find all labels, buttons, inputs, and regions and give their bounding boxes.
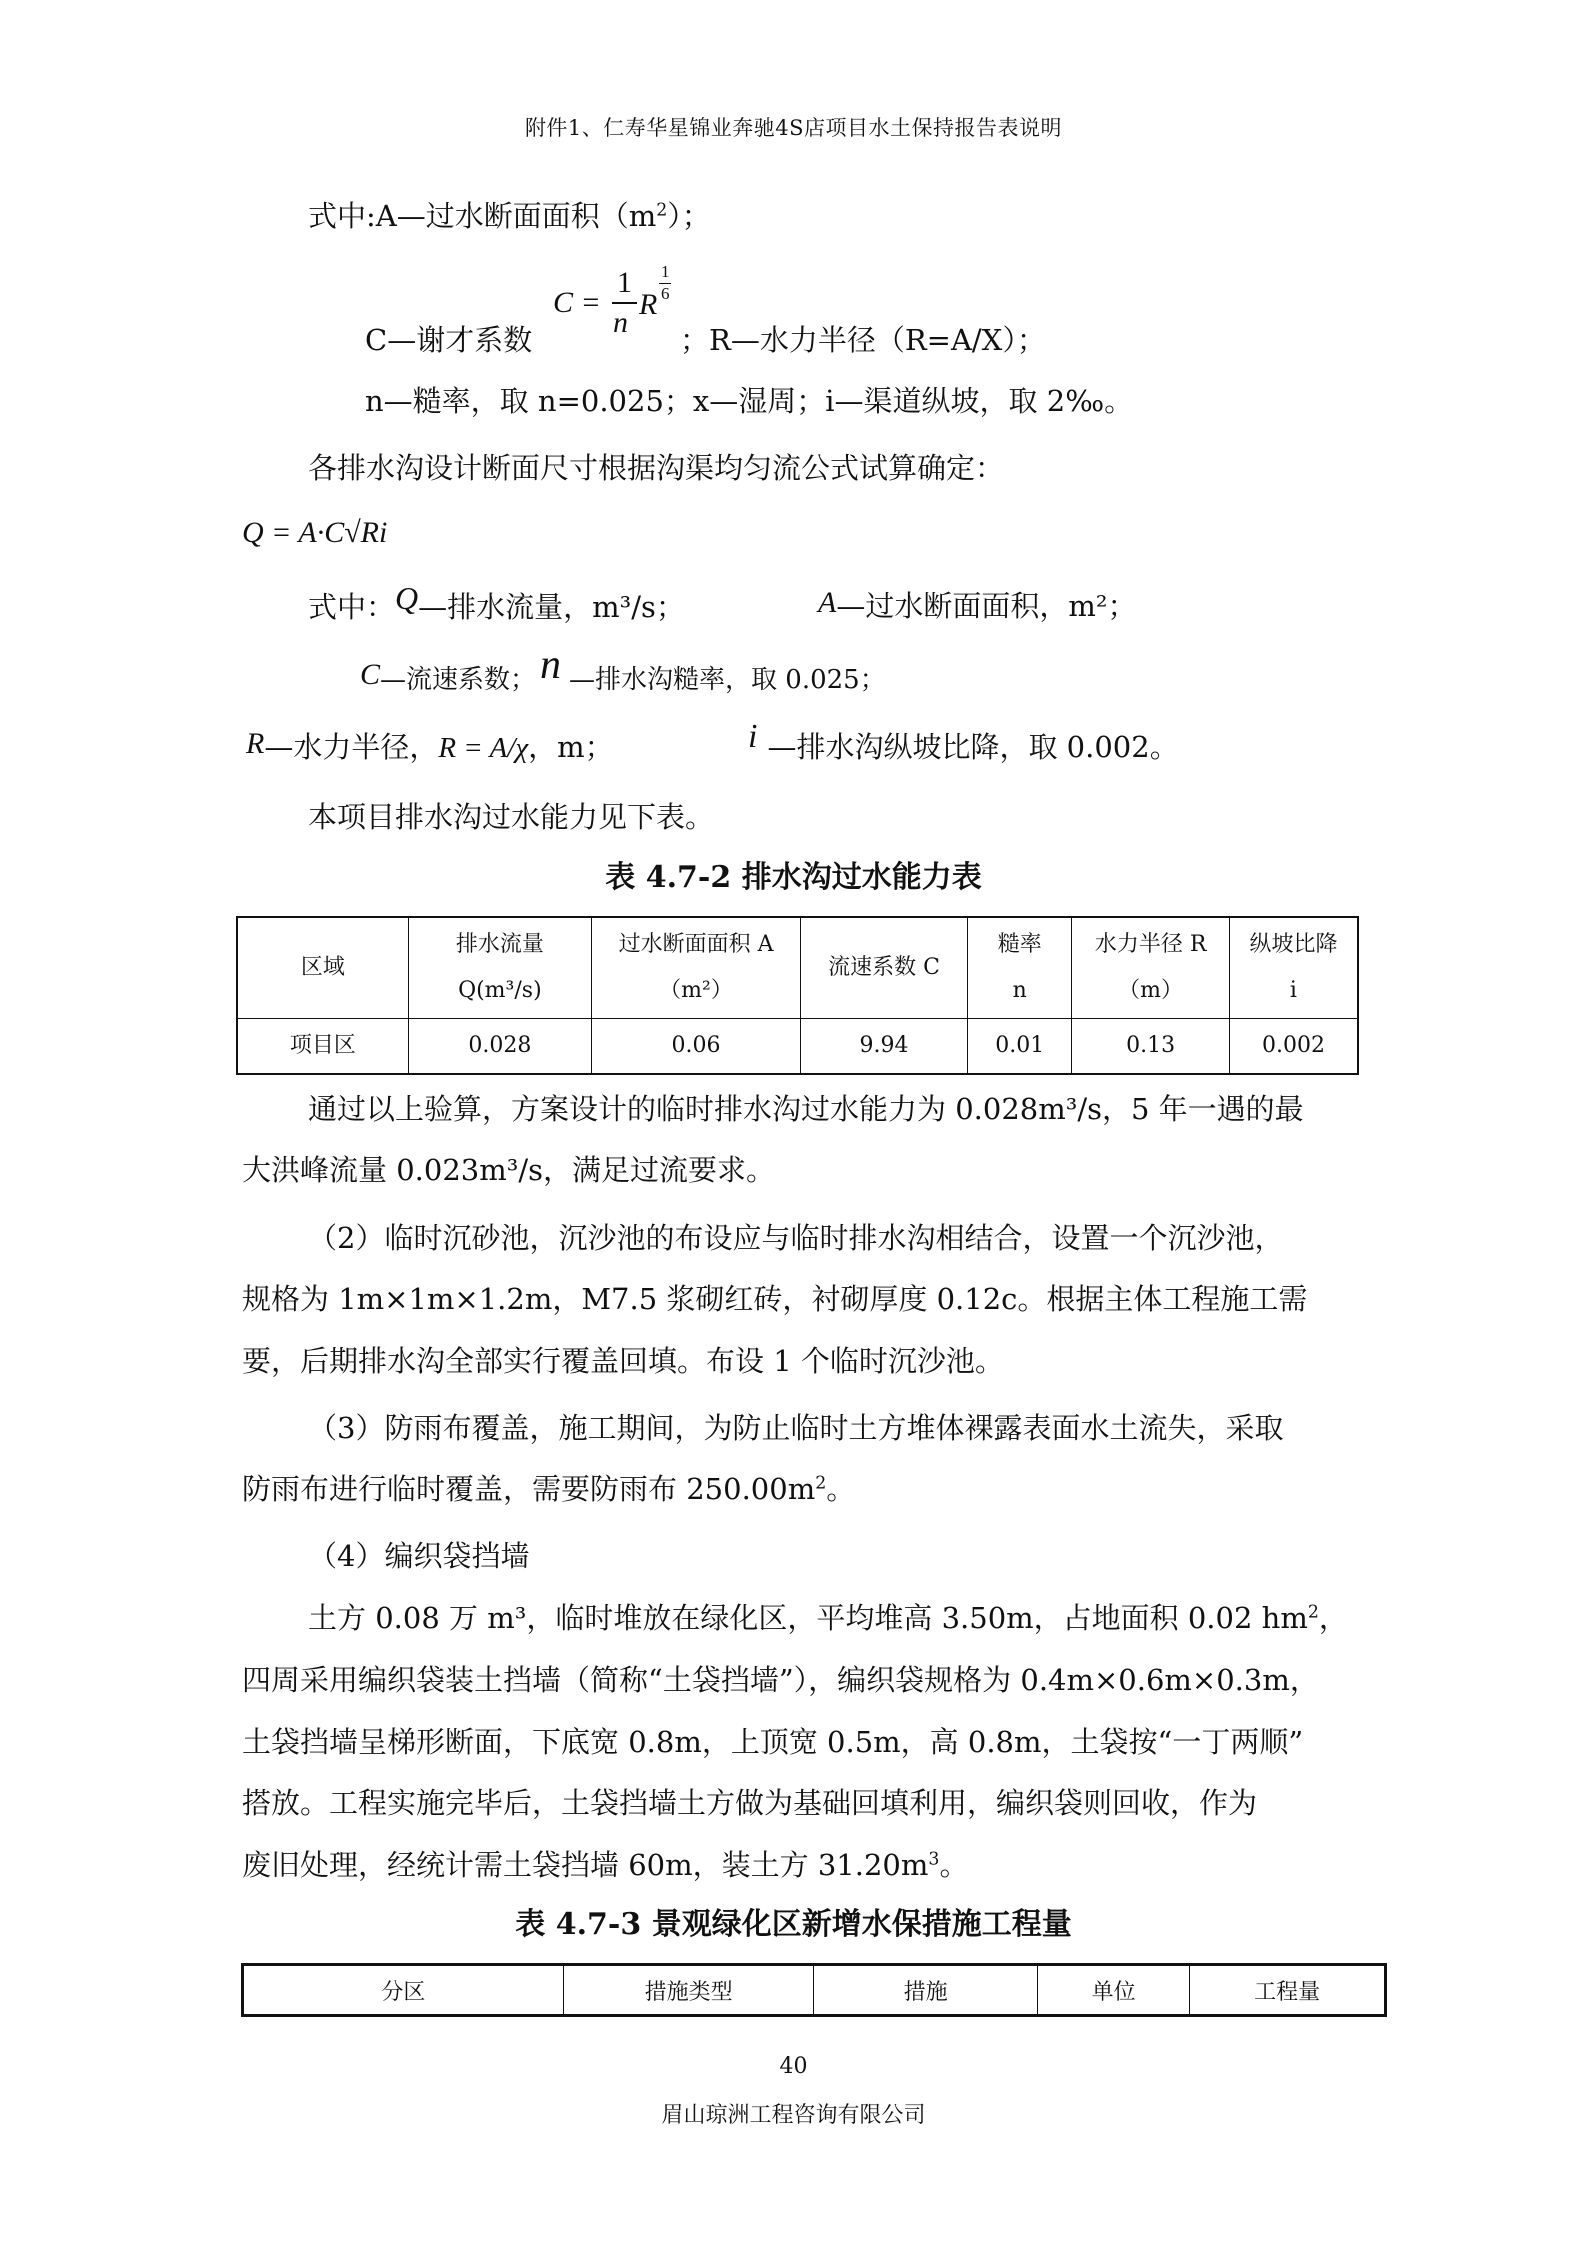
text-fragment: ）； — [667, 199, 711, 233]
symbol-i: i — [748, 718, 758, 755]
text-line — [308, 580, 685, 627]
text-line: 通过以上验算，方案设计的临时排水沟过水能力为 0.028m³/s，5 年一遇的最 — [308, 1092, 1304, 1126]
page-number: 40 — [779, 2054, 808, 2079]
symbol-q: Q — [395, 580, 419, 616]
header-line: 水力半径 R — [1094, 932, 1207, 957]
table-header-row — [243, 1965, 1386, 2016]
text-line — [308, 196, 711, 236]
header-cell — [968, 917, 1072, 1019]
header-line: 排水流量 — [455, 932, 544, 957]
text-line: （2）临时沉砂池，沉沙池的布设应与临时排水沟相结合，设置一个沉沙池， — [308, 1221, 1284, 1255]
text-line: 大洪峰流量 0.023m³/s，满足过流要求。 — [242, 1153, 776, 1187]
header-line: i — [1289, 978, 1297, 1003]
text-line — [242, 1845, 968, 1885]
formula-denominator: n — [613, 306, 628, 339]
text-fragment: 。 — [939, 1848, 969, 1882]
table-cell: 0.002 — [1229, 1019, 1358, 1075]
text-fragment: 废旧处理，经统计需土袋挡墙 60m，装土方 31.20m — [242, 1848, 929, 1882]
text-fragment: —水力半径， — [264, 730, 439, 764]
formula-hydraulic-radius: R = A/χ — [438, 732, 529, 764]
header-cell: 措施类型 — [563, 1965, 814, 2016]
table-row — [237, 1019, 1358, 1075]
text-line: 土袋挡墙呈梯形断面，下底宽 0.8m，上顶宽 0.5m，高 0.8m，土袋按“一丁两顺” — [242, 1725, 1304, 1759]
text-line: 规格为 1m×1m×1.2m，M7.5 浆砌红砖，衬砌厚度 0.12c。根据主体工程施工需 — [242, 1282, 1308, 1316]
drainage-capacity-table — [236, 916, 1359, 1075]
text-line: n—糙率，取 n=0.025；x—湿周；i—渠道纵坡，取 2‰。 — [365, 384, 1134, 418]
text-fragment: —流速系数； — [380, 665, 537, 695]
page-footer: 眉山琼洲工程咨询有限公司 — [661, 2103, 926, 2128]
table-cell: 0.028 — [408, 1019, 591, 1075]
text-fragment: ， — [1318, 1601, 1348, 1635]
landscape-measures-table — [241, 1963, 1387, 2017]
table-cell: 0.01 — [968, 1019, 1072, 1075]
header-line: 过水断面面积 A — [618, 932, 774, 957]
header-line: 流速系数 C — [828, 955, 940, 980]
table-caption: 表 4.7-3 景观绿化区新增水保措施工程量 — [515, 1907, 1072, 1942]
header-cell: 工程量 — [1190, 1965, 1386, 2016]
header-line: 区域 — [300, 955, 345, 980]
table-cell: 0.13 — [1072, 1019, 1230, 1075]
header-line: 纵坡比降 — [1249, 932, 1338, 957]
text-line — [680, 320, 1046, 360]
text-fragment: 土方 0.08 万 m³，临时堆放在绿化区，平均堆高 3.50m，占地面积 0.02 hm — [308, 1601, 1308, 1635]
header-line: （m²） — [659, 978, 733, 1003]
text-line: 搭放。工程实施完毕后，土袋挡墙土方做为基础回填利用，编织袋则回收，作为 — [242, 1786, 1258, 1820]
text-line: 各排水沟设计断面尺寸根据沟渠均匀流公式试算确定： — [308, 451, 1005, 485]
text-fragment: ；R—水力半径（R=A/X）； — [680, 323, 1046, 357]
header-cell — [237, 917, 408, 1019]
formula-lhs: C = — [553, 286, 601, 319]
header-line: n — [1012, 978, 1027, 1003]
symbol-n: n — [540, 642, 562, 688]
superscript: 2 — [1307, 1602, 1319, 1623]
symbol-a: A — [818, 586, 837, 619]
text-line — [748, 718, 1179, 767]
header-cell: 措施 — [814, 1965, 1038, 2016]
text-fragment: —排水沟糙率，取 0.025； — [569, 665, 886, 695]
text-line: （4）编织袋挡墙 — [308, 1539, 530, 1573]
text-line: 本项目排水沟过水能力见下表。 — [308, 800, 715, 834]
text-fragment: 式中:A—过水断面面积（m — [308, 199, 657, 233]
text-fragment: —过水断面面积，m²； — [836, 589, 1137, 623]
text-fragment: —排水沟纵坡比降，取 0.002。 — [767, 730, 1179, 764]
table-caption: 表 4.7-2 排水沟过水能力表 — [605, 860, 982, 895]
header-cell — [1072, 917, 1230, 1019]
text-fragment: —排水流量，m³/s； — [418, 590, 685, 624]
header-cell: 分区 — [243, 1965, 564, 2016]
text-line: 要，后期排水沟全部实行覆盖回填。布设 1 个临时沉沙池。 — [242, 1344, 1004, 1378]
text-fragment: 防雨布进行临时覆盖，需要防雨布 250.00m — [242, 1472, 816, 1506]
text-fragment: ，m； — [528, 730, 614, 764]
text-fragment: 。 — [826, 1472, 856, 1506]
text-line — [818, 586, 1136, 627]
symbol-r: R — [246, 727, 265, 760]
table-cell: 9.94 — [800, 1019, 967, 1075]
formula-manning: Q = A·C√Ri — [242, 516, 388, 549]
text-fragment: 式中： — [308, 590, 396, 624]
formula-numerator: 1 — [617, 266, 632, 299]
table-header-row — [237, 917, 1358, 1019]
text-line: 四周采用编织袋装土挡墙（简称“土袋挡墙”），编织袋规格为 0.4m×0.6m×0.3m， — [242, 1663, 1319, 1697]
table-cell: 项目区 — [237, 1019, 408, 1075]
text-fragment: C—谢才系数 — [365, 323, 533, 357]
text-line — [246, 727, 614, 768]
superscript: 2 — [656, 200, 668, 221]
header-line: Q(m³/s) — [458, 978, 542, 1003]
superscript: 3 — [928, 1849, 940, 1870]
text-line — [242, 1469, 855, 1509]
header-line: 糙率 — [997, 932, 1042, 957]
text-line: （3）防雨布覆盖，施工期间，为防止临时土方堆体裸露表面水土流失，采取 — [308, 1411, 1284, 1445]
formula-r: R — [639, 288, 658, 321]
text-line — [365, 320, 532, 360]
text-line — [360, 642, 886, 700]
table-cell: 0.06 — [592, 1019, 801, 1075]
fraction-bar — [612, 302, 637, 304]
exponent-numerator: 1 — [661, 262, 670, 281]
header-cell — [408, 917, 591, 1019]
header-line: （m） — [1118, 978, 1184, 1003]
page-header: 附件1、仁寿华星锦业奔驰4S店项目水土保持报告表说明 — [524, 116, 1063, 140]
header-cell: 单位 — [1037, 1965, 1189, 2016]
header-cell — [1229, 917, 1358, 1019]
header-cell — [592, 917, 801, 1019]
exponent-denominator: 6 — [661, 284, 670, 303]
text-line — [308, 1598, 1348, 1638]
symbol-c: C — [360, 658, 381, 691]
header-cell — [800, 917, 967, 1019]
superscript: 2 — [815, 1473, 827, 1494]
